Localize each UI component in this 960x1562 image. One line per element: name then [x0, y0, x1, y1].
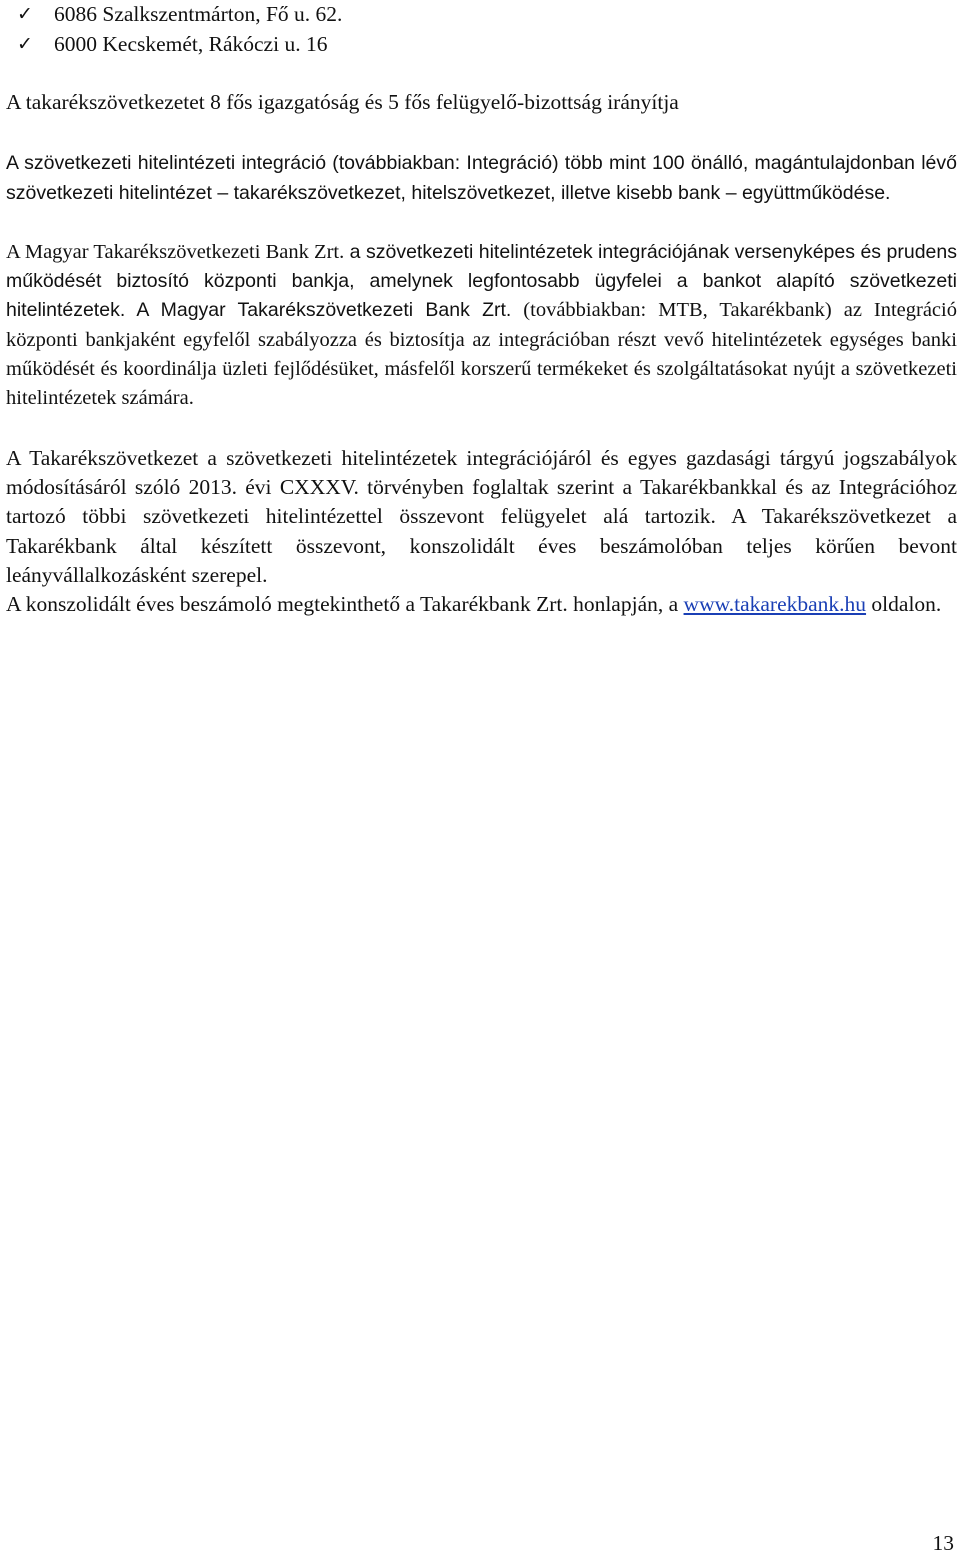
address-text: 6086 Szalkszentmárton, Fő u. 62. — [54, 2, 343, 26]
document-page — [6, 0, 957, 619]
check-icon: ✓ — [17, 3, 33, 25]
address-list — [6, 0, 957, 60]
supervision-paragraph: A Takarékszövetkezet a szövetkezeti hitelintézetek integrációjáról és egyes gazdasági tárgyú jogszabályok módosításáról szóló 2013. évi CXXXV. törvényben foglaltak szerint a Takarékbankkal és az Integrációhoz tartozó többi szövetkezeti hitelintézettel összevont felügyelet alá tartozik. A Takarékszövetkezet a Takarékbank által készített összevont, konszolidált éves beszámolóban teljes körűen bevont leányvállalkozásként szerepel. — [6, 445, 957, 587]
report-suffix: oldalon. — [866, 592, 942, 617]
mtb-lead: A Magyar Takarékszövetkezeti Bank Zrt. — [6, 240, 345, 263]
report-text: A konszolidált éves beszámoló megtekinthető a Takarékbank Zrt. honlapján, a — [6, 592, 684, 617]
mtb-body: a szövetkezeti hitelintézetek integrációjának versenyképes és prudens működését biztosító központi bankja, amelynek legfontosabb ügyfelei a bankot alapító szövetkezeti hitelintézetek. A Magyar Takarékszövetkezeti Bank Zrt. — [6, 240, 957, 322]
mtb-paragraph — [6, 238, 957, 414]
governance-text: A takarékszövetkezetet 8 fős igazgatóság és 5 fős felügyelő-bizottság irányítja — [6, 90, 679, 114]
takarekbank-link[interactable]: www.takarekbank.hu — [683, 592, 867, 617]
integration-paragraph: A szövetkezeti hitelintézeti integráció (továbbiakban: Integráció) több mint 100 önálló, magántulajdonban lévő szövetkezeti hitelintézet – takarékszövetkezet, hitelszövetkezet, illetve kisebb bank – együttműködése. — [6, 152, 957, 204]
report-paragraph — [6, 590, 957, 619]
page-number: 13 — [932, 1531, 954, 1555]
list-item — [6, 30, 957, 60]
mtb-tail: (továbbiakban: MTB, Takarékbank) az Integráció központi bankjaként egyfelől szabályozza és biztosítja az integrációban részt vevő hitelintézetek egységes banki működését és koordinálja üzleti fejlődésüket, másfelől korszerű termékeket és szolgáltatásokat nyújt a szövetkezeti hitelintézetek számára. — [6, 299, 957, 410]
address-text: 6000 Kecskemét, Rákóczi u. 16 — [54, 32, 328, 56]
list-item — [6, 0, 957, 30]
check-icon: ✓ — [17, 33, 33, 55]
